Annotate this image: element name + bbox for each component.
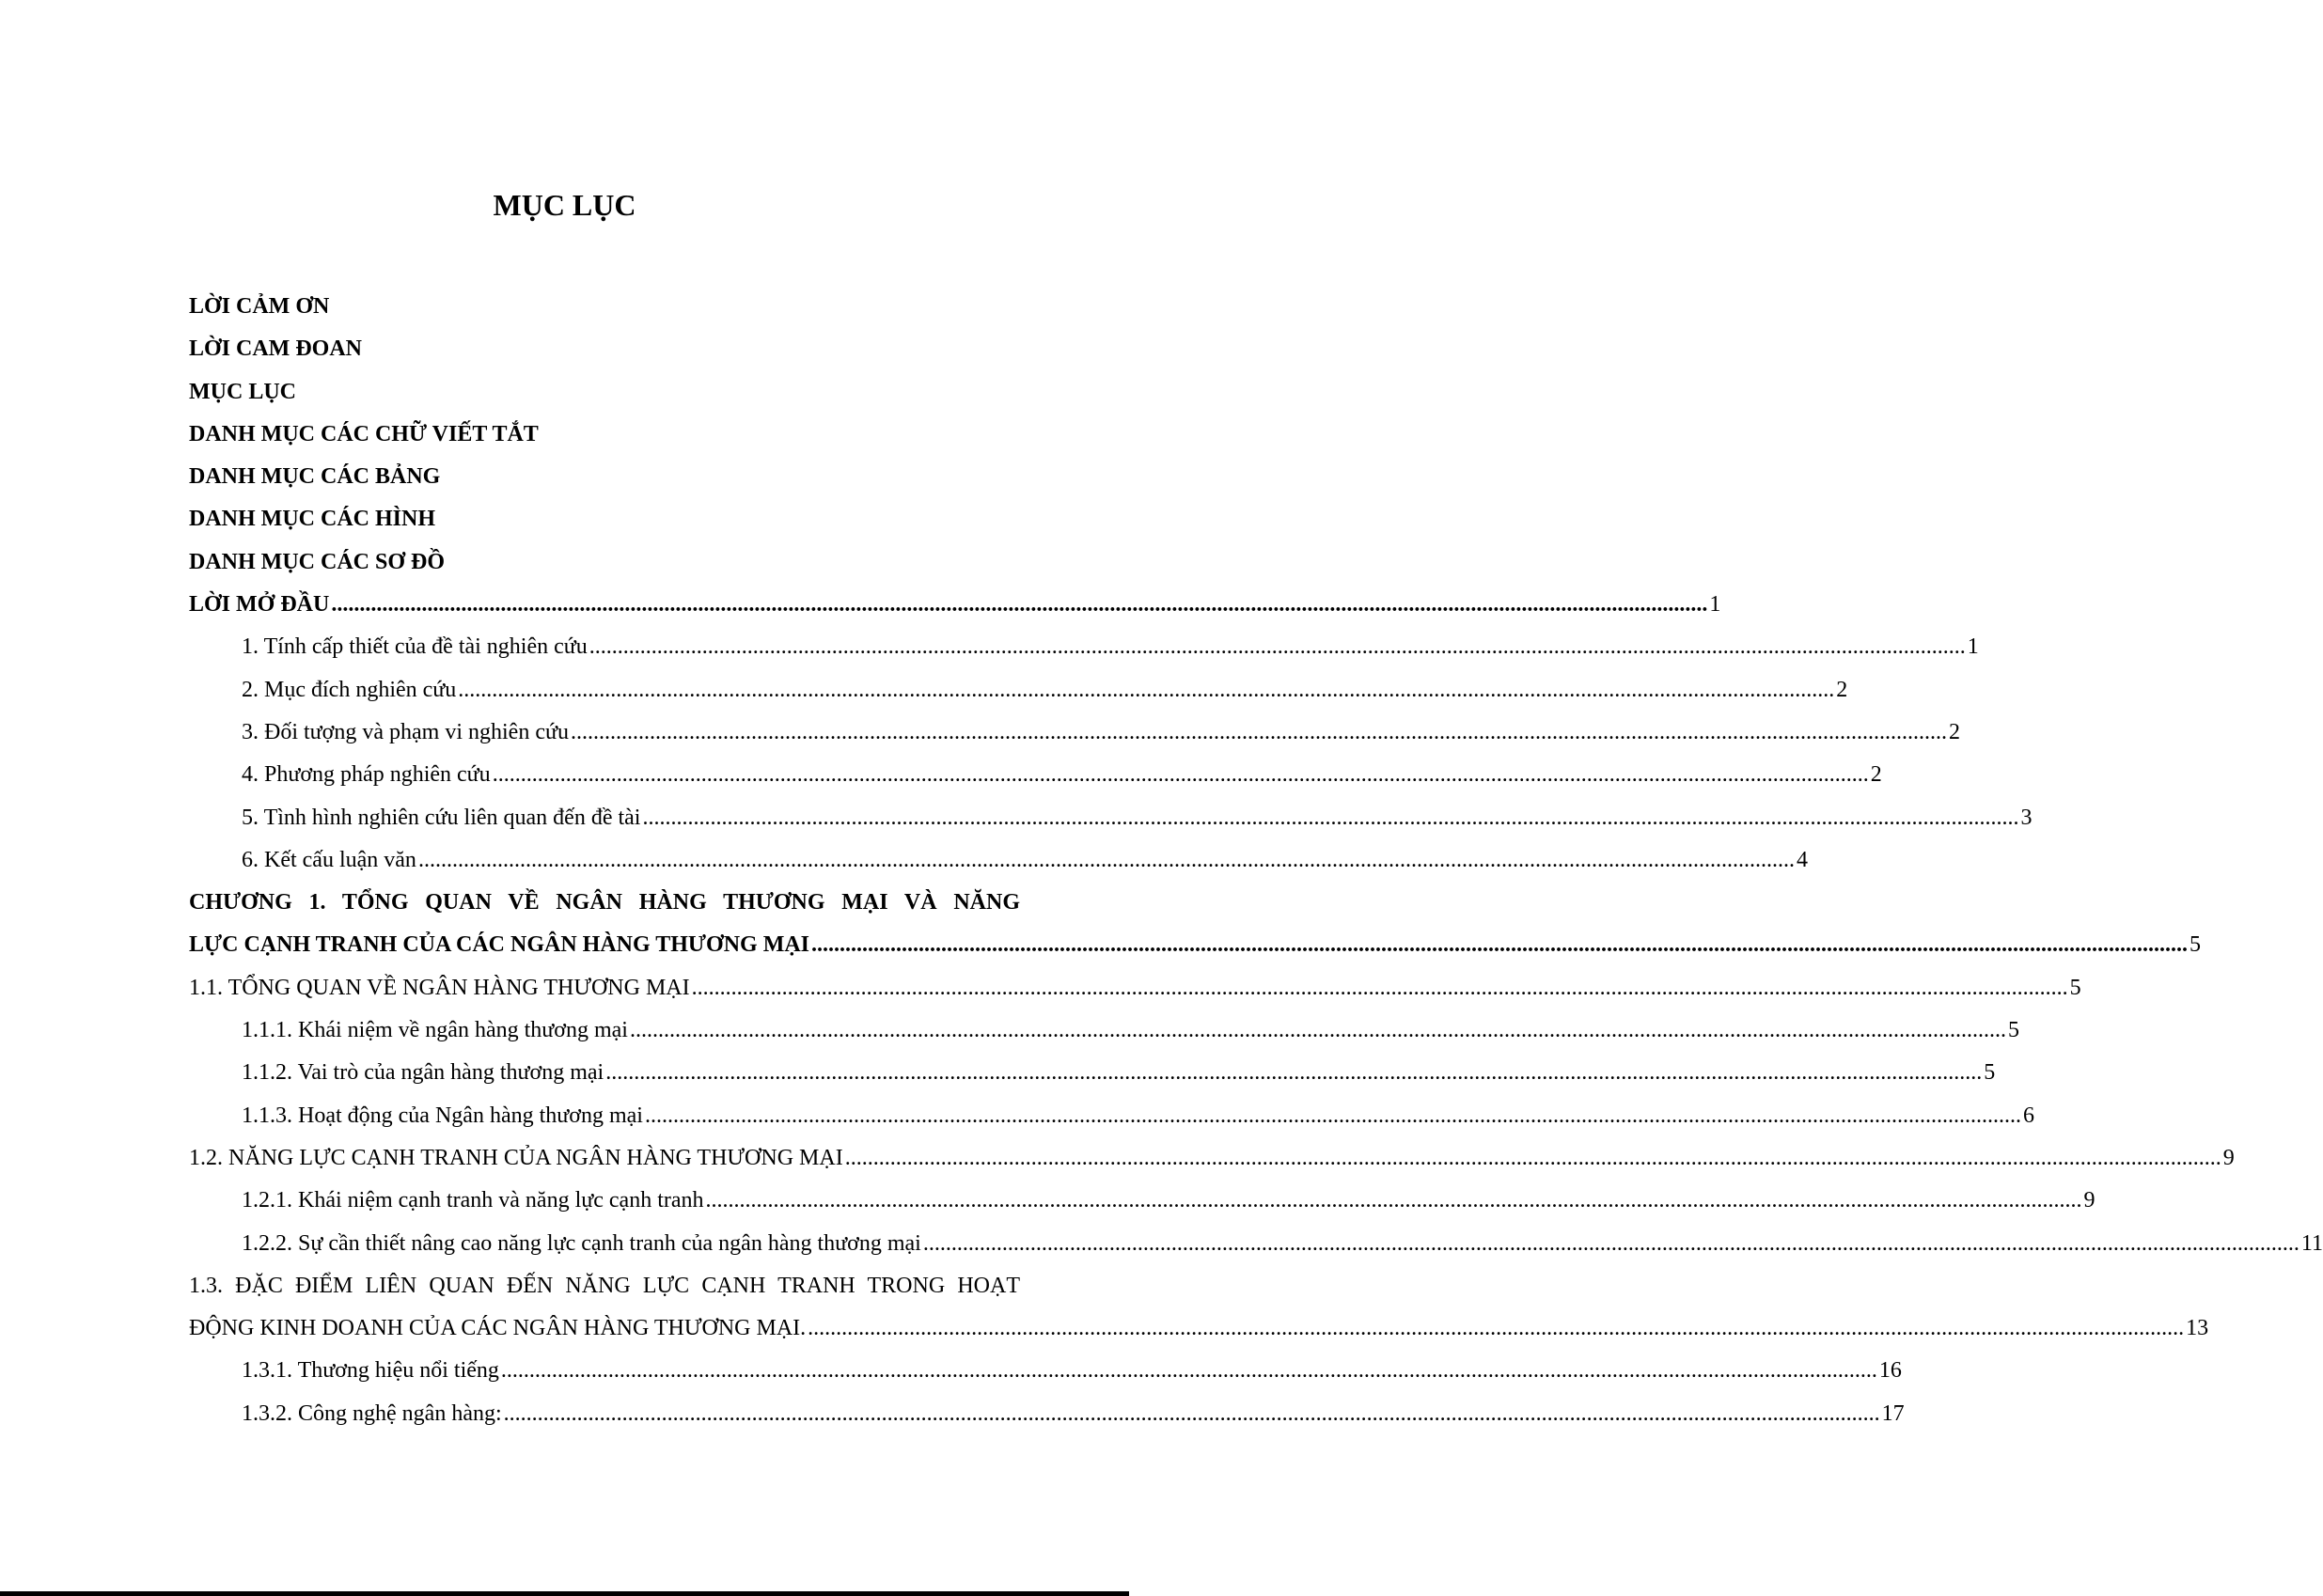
toc-entry-title: 1.1.1. Khái niệm về ngân hàng thương mại: [242, 1018, 628, 1043]
toc-page-number: 5: [2007, 1018, 2019, 1043]
toc-entry-title: 1.3.2. Công nghệ ngân hàng:: [242, 1400, 502, 1426]
page-title: MỤC LỤC: [493, 188, 636, 222]
toc-entry[interactable]: [189, 1009, 2019, 1052]
toc-page-number: 16: [1878, 1358, 1902, 1384]
table-of-contents: [189, 286, 2323, 1435]
toc-entry[interactable]: [189, 1393, 1905, 1435]
toc-dot-leader: ....................................................................................................................................................................................................................................................: [642, 805, 2019, 830]
toc-dot-leader: ....................................................................................................................................................................................................................................................: [492, 762, 1869, 788]
toc-entry-title: 1.2.2. Sự cần thiết nâng cao năng lực cạnh tranh của ngân hàng thương mại: [242, 1230, 921, 1256]
toc-entry[interactable]: [189, 371, 1020, 414]
toc-entry[interactable]: [189, 584, 1721, 626]
toc-entry[interactable]: [189, 1095, 2034, 1137]
toc-page-number: 5: [2069, 975, 2081, 1000]
toc-page-number: 2: [1949, 719, 1960, 744]
toc-dot-leader: ....................................................................................................................................................................................................................................................: [589, 634, 1966, 660]
toc-entry-title: 1. Tính cấp thiết của đề tài nghiên cứu: [242, 634, 588, 660]
toc-dot-leader: ....................................................................................................................................................................................................................................................: [811, 932, 2189, 958]
toc-page-number: 1: [1967, 634, 1979, 660]
toc-entry-title: 5. Tình hình nghiên cứu liên quan đến đề tài: [242, 805, 641, 830]
toc-entry-title: LỰC CẠNH TRANH CỦA CÁC NGÂN HÀNG THƯƠNG MẠI: [189, 932, 810, 958]
toc-entry[interactable]: [189, 669, 1848, 712]
toc-entry[interactable]: [189, 456, 1020, 498]
toc-page-number: 5: [1984, 1060, 1996, 1086]
toc-page-number: 2: [1836, 677, 1848, 702]
toc-dot-leader: ....................................................................................................................................................................................................................................................: [500, 1358, 1877, 1384]
toc-page-number: 9: [2222, 1145, 2235, 1170]
toc-dot-leader: ....................................................................................................................................................................................................................................................: [629, 1018, 2006, 1043]
toc-dot-leader: ....................................................................................................................................................................................................................................................: [503, 1400, 1880, 1426]
toc-entry[interactable]: [189, 286, 1020, 328]
toc-entry[interactable]: [189, 754, 1882, 796]
toc-dot-leader: ....................................................................................................................................................................................................................................................: [417, 847, 1795, 872]
toc-page-number: 9: [2083, 1188, 2095, 1213]
toc-entry-title: LỜI MỞ ĐẦU: [189, 592, 330, 618]
toc-entry[interactable]: [189, 1137, 2235, 1180]
toc-page-number: 11: [2300, 1230, 2323, 1256]
toc-entry[interactable]: [189, 626, 1979, 668]
toc-entry[interactable]: [189, 1265, 1020, 1307]
toc-page-number: 6: [2022, 1103, 2034, 1128]
toc-dot-leader: ....................................................................................................................................................................................................................................................: [331, 592, 1708, 618]
toc-entry-title: DANH MỤC CÁC HÌNH: [189, 507, 435, 532]
toc-page-number: 17: [1881, 1400, 1905, 1426]
toc-page-number: 13: [2186, 1316, 2209, 1341]
toc-entry-title: 1.1.3. Hoạt động của Ngân hàng thương mại: [242, 1103, 643, 1128]
page-bottom-rule: [0, 1591, 1129, 1596]
toc-entry[interactable]: [189, 1350, 1902, 1392]
toc-entry[interactable]: [189, 1307, 2209, 1350]
toc-entry[interactable]: [189, 498, 1020, 540]
toc-dot-leader: ....................................................................................................................................................................................................................................................: [644, 1103, 2021, 1128]
toc-page-number: 4: [1796, 847, 1808, 872]
toc-dot-leader: ....................................................................................................................................................................................................................................................: [922, 1230, 2299, 1256]
toc-entry[interactable]: [189, 541, 1020, 584]
toc-entry[interactable]: [189, 328, 1020, 370]
toc-entry[interactable]: [189, 1180, 2095, 1222]
toc-entry[interactable]: [189, 1223, 2323, 1265]
toc-entry-title: 1.2. NĂNG LỰC CẠNH TRANH CỦA NGÂN HÀNG THƯƠNG MẠI: [189, 1145, 843, 1170]
toc-entry-title: LỜI CAM ĐOAN: [189, 336, 362, 362]
toc-entry-title: ĐỘNG KINH DOANH CỦA CÁC NGÂN HÀNG THƯƠNG MẠI.: [189, 1316, 807, 1341]
toc-entry-title: CHƯƠNG 1. TỔNG QUAN VỀ NGÂN HÀNG THƯƠNG MẠI VÀ NĂNG: [189, 890, 1020, 915]
toc-entry-title: 1.1. TỔNG QUAN VỀ NGÂN HÀNG THƯƠNG MẠI: [189, 975, 690, 1000]
toc-entry[interactable]: [189, 797, 2033, 839]
toc-entry-title: 6. Kết cấu luận văn: [242, 847, 416, 872]
toc-entry-title: 2. Mục đích nghiên cứu: [242, 677, 457, 702]
toc-entry-title: 1.2.1. Khái niệm cạnh tranh và năng lực cạnh tranh: [242, 1188, 704, 1213]
toc-entry-title: 1.3. ĐẶC ĐIỂM LIÊN QUAN ĐẾN NĂNG LỰC CẠNH TRANH TRONG HOẠT: [189, 1273, 1020, 1298]
toc-entry-title: 1.3.1. Thương hiệu nổi tiếng: [242, 1358, 499, 1384]
toc-entry[interactable]: [189, 839, 1808, 882]
toc-dot-leader: ....................................................................................................................................................................................................................................................: [458, 677, 1835, 702]
toc-entry-title: DANH MỤC CÁC SƠ ĐỒ: [189, 549, 445, 574]
toc-dot-leader: ....................................................................................................................................................................................................................................................: [605, 1060, 1983, 1086]
toc-dot-leader: ....................................................................................................................................................................................................................................................: [705, 1188, 2082, 1213]
toc-entry-title: DANH MỤC CÁC BẢNG: [189, 464, 441, 490]
toc-entry-title: 3. Đối tượng và phạm vi nghiên cứu: [242, 719, 569, 744]
toc-dot-leader: ....................................................................................................................................................................................................................................................: [691, 975, 2068, 1000]
toc-entry[interactable]: [189, 967, 2081, 1009]
toc-entry-title: LỜI CẢM ƠN: [189, 294, 330, 319]
toc-entry-title: MỤC LỤC: [189, 379, 296, 404]
toc-entry-title: DANH MỤC CÁC CHỮ VIẾT TẮT: [189, 421, 539, 446]
toc-page-number: 1: [1709, 592, 1721, 618]
toc-entry-title: 4. Phương pháp nghiên cứu: [242, 762, 491, 788]
toc-entry[interactable]: [189, 924, 2202, 966]
toc-entry[interactable]: [189, 712, 1960, 754]
toc-dot-leader: ....................................................................................................................................................................................................................................................: [571, 719, 1947, 744]
toc-entry[interactable]: [189, 1052, 1996, 1094]
toc-dot-leader: ....................................................................................................................................................................................................................................................: [844, 1145, 2221, 1170]
toc-entry[interactable]: [189, 882, 1020, 924]
toc-page-number: 3: [2020, 805, 2033, 830]
toc-entry[interactable]: [189, 414, 1020, 456]
toc-page-number: 2: [1870, 762, 1882, 788]
toc-entry-title: 1.1.2. Vai trò của ngân hàng thương mại: [242, 1060, 604, 1086]
toc-page-number: 5: [2190, 932, 2202, 958]
toc-dot-leader: ....................................................................................................................................................................................................................................................: [808, 1316, 2185, 1341]
